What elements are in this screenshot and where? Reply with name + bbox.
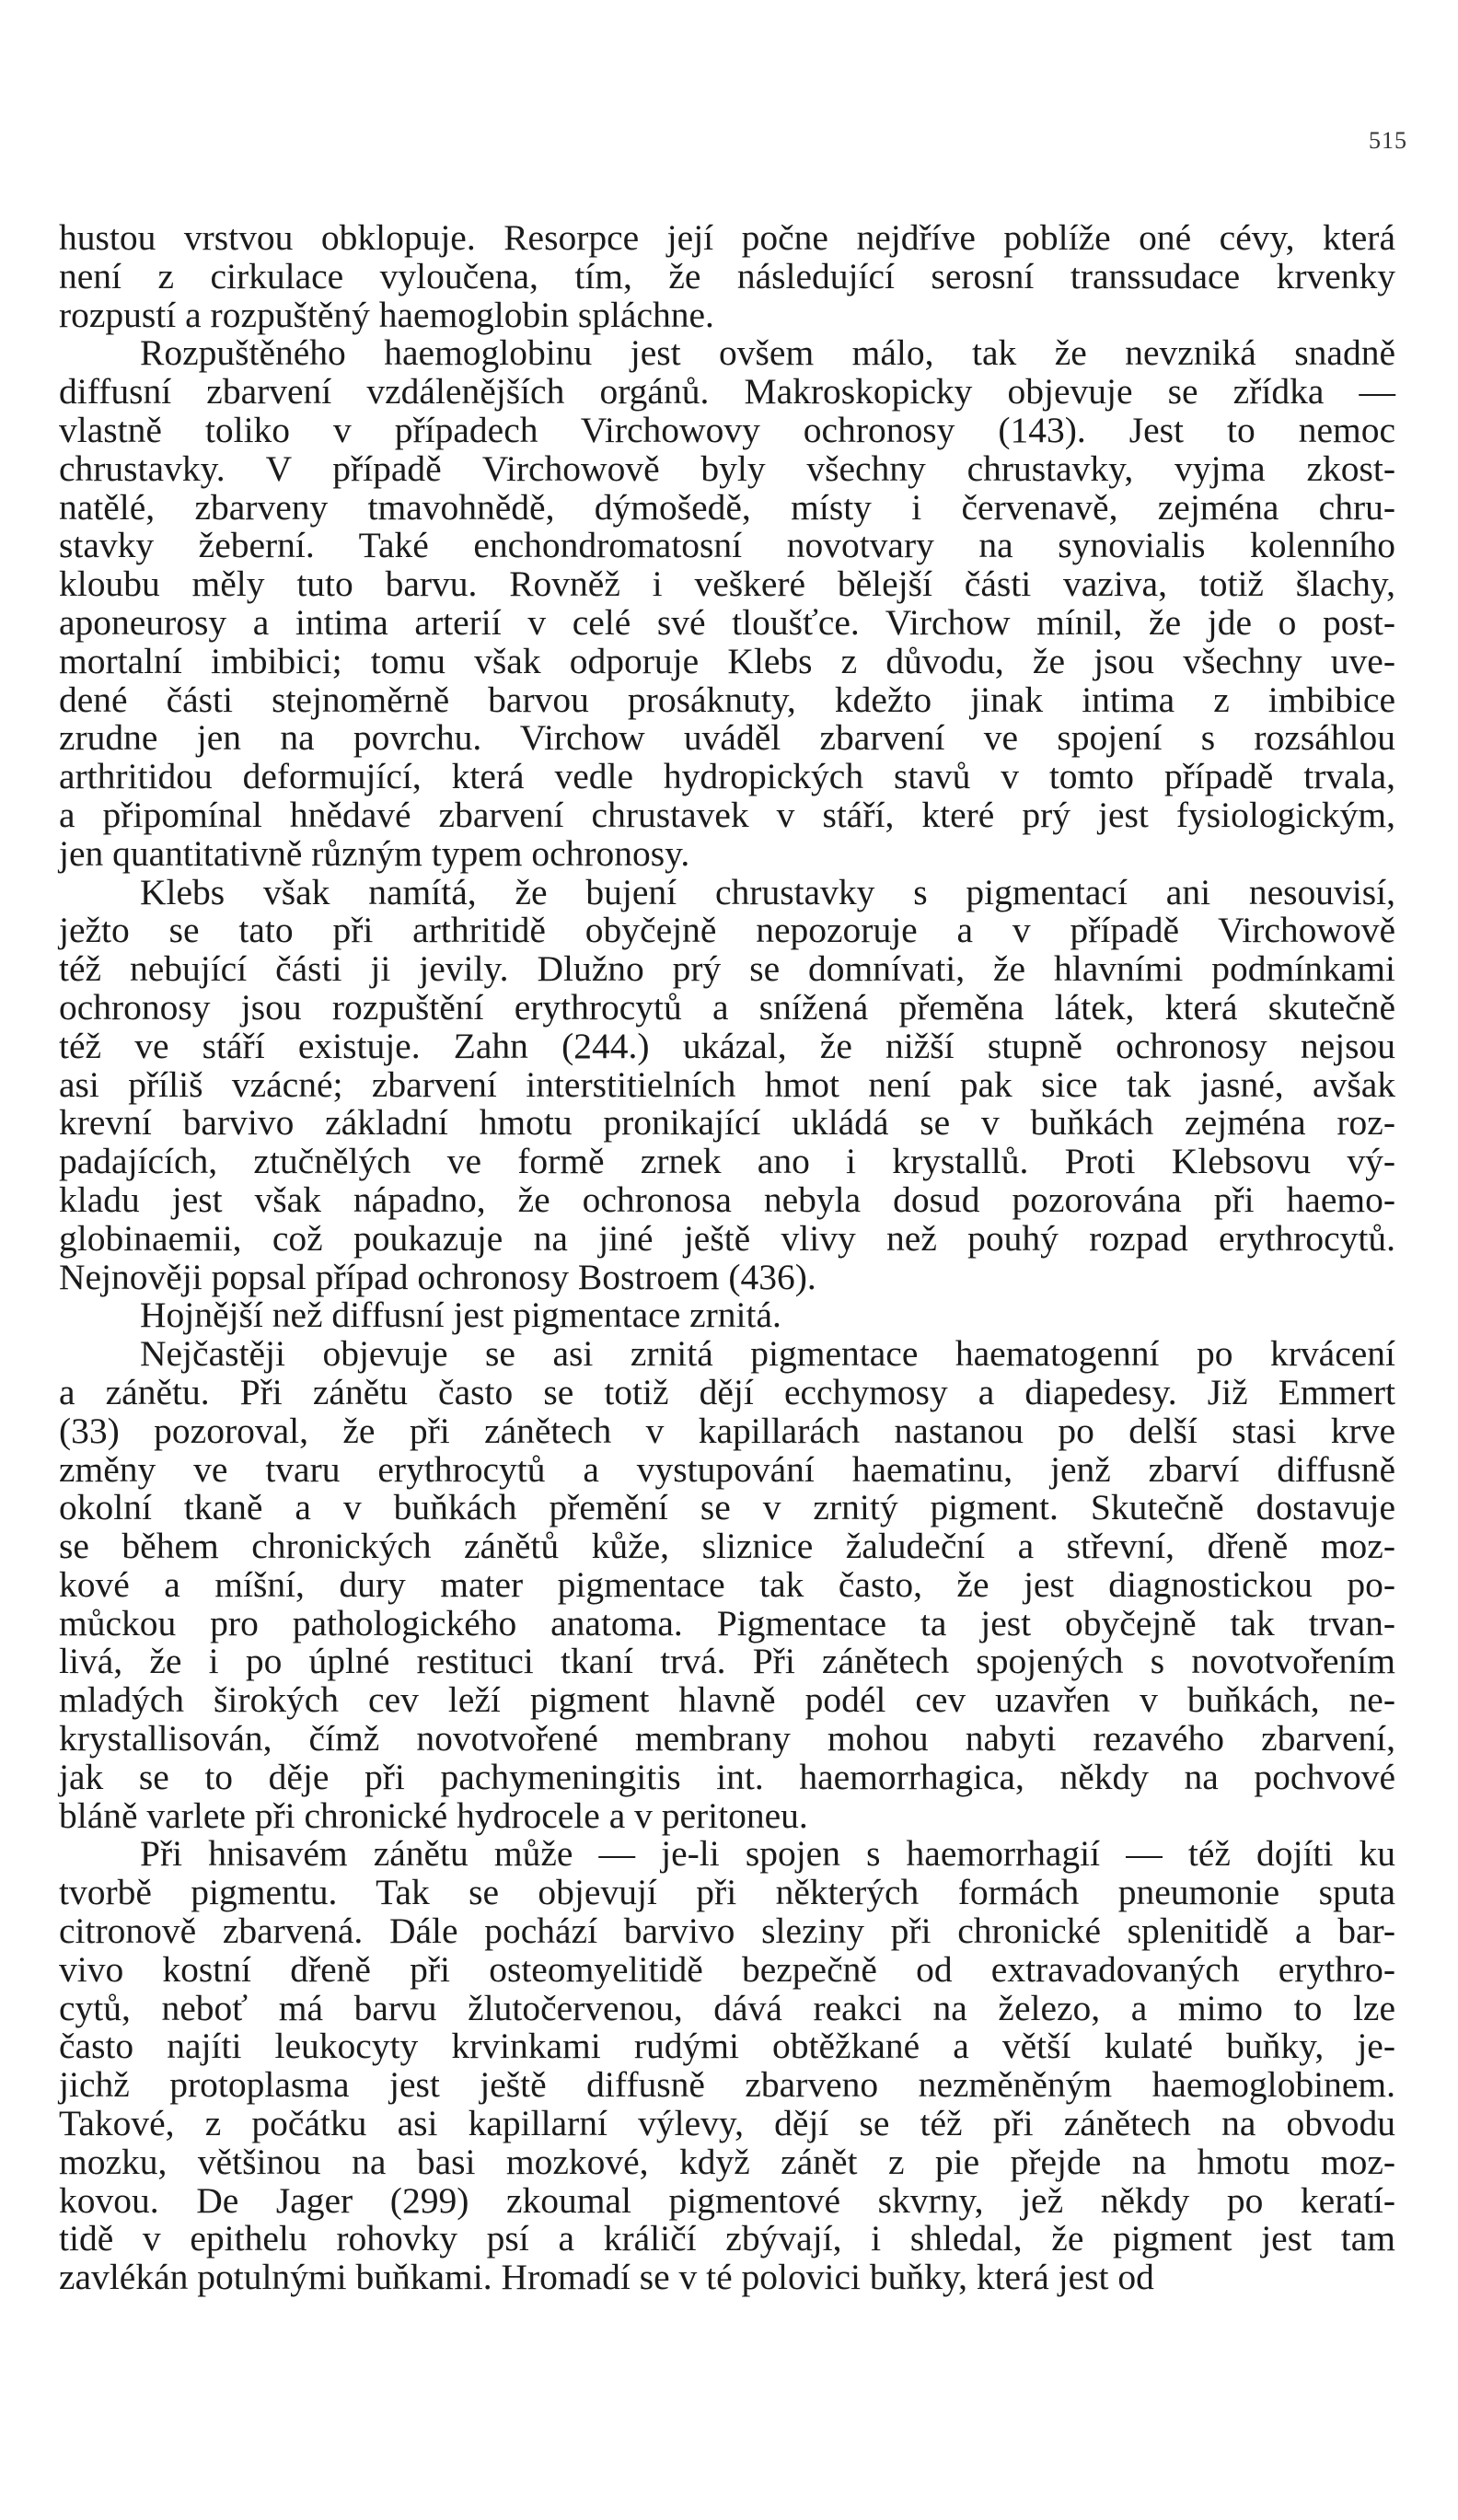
text-line: mortalní imbibici; tomu však odporuje Klebs z důvodu, že jsou všechny uve- <box>59 640 1395 681</box>
text-line: se během chronických zánětů kůže, sliznice žaludeční a střevní, dřeně moz- <box>59 1526 1395 1567</box>
text-line: jichž protoplasma jest ještě diffusně zbarveno nezměněným haemoglobinem. <box>59 2064 1395 2106</box>
text-line: kové a míšní, dury mater pigmentace tak často, že jest diagnostickou po- <box>59 1563 1395 1605</box>
text-line: vivo kostní dřeně při osteomyelitidě bezpečně od extravadovaných erythro- <box>59 1948 1395 1990</box>
text-line: ochronosy jsou rozpuštění erythrocytů a snížená přeměna látek, která skutečně <box>59 986 1395 1028</box>
text-line: změny ve tvaru erythrocytů a vystupování haematinu, jenž zbarví diffusně <box>59 1448 1395 1490</box>
text-line: asi příliš vzácné; zbarvení interstitielních hmot není pak sice tak jasné, avšak <box>59 1063 1395 1105</box>
text-line: rozpustí a rozpuštěný haemoglobin spláchne. <box>59 294 714 335</box>
text-line: (33) pozoroval, že při zánětech v kapillarách nastanou po delší stasi krve <box>59 1410 1395 1451</box>
text-line: jak se to děje při pachymeningitis int. haemorrhagica, někdy na pochvové <box>59 1756 1395 1797</box>
text-line: ježto se tato při arthritidě obyčejně nepozoruje a v případě Virchowově <box>59 910 1395 951</box>
text-line: a připomínal hnědavé zbarvení chrustavek v stáří, které prý jest fysiologickým, <box>59 794 1395 835</box>
text-line: můckou pro pathologického anatoma. Pigmentace ta jest obyčejně tak trvan- <box>59 1602 1395 1643</box>
text-line: kovou. De Jager (299) zkoumal pigmentové skvrny, jež někdy po keratí- <box>59 2179 1395 2221</box>
text-line: padajících, ztučnělých ve formě zrnek ano i krystallů. Proti Klebsovu vý- <box>59 1141 1395 1182</box>
text-line: bláně varlete při chronické hydrocele a v peritoneu. <box>59 1794 808 1836</box>
text-line: tvorbě pigmentu. Tak se objevují při některých formách pneumonie sputa <box>59 1872 1395 1913</box>
text-line: Nejnověji popsal případ ochronosy Bostroem (436). <box>59 1256 816 1297</box>
text-line: krystallisován, čímž novotvořené membrany mohou nabyti rezavého zbarvení, <box>59 1718 1395 1759</box>
text-line: aponeurosy a intima arterií v celé své tloušťce. Virchow mínil, že jde o post- <box>59 601 1395 643</box>
text-line: tidě v epithelu rohovky psí a králičí zbývají, i shledal, že pigment jest tam <box>59 2218 1395 2259</box>
text-line: cytů, neboť má barvu žlutočervenou, dává reakci na železo, a mimo to lze <box>59 1987 1395 2028</box>
text-line: a zánětu. Při zánětu často se totiž dějí ecchymosy a diapedesy. Již Emmert <box>59 1371 1395 1412</box>
paragraph <box>59 871 1395 1297</box>
text-line: kladu jest však nápadno, že ochronosa nebyla dosud pozorována při haemo- <box>59 1179 1395 1220</box>
text-line: chrustavky. V případě Virchowově byly všechny chrustavky, vyjma zkost- <box>59 447 1395 489</box>
text-line: též ve stáří existuje. Zahn (244.) ukázal, že nižší stupně ochronosy nejsou <box>59 1025 1395 1066</box>
text-line: dené části stejnoměrně barvou prosáknuty, kdežto jinak intima z imbibice <box>59 679 1395 720</box>
text-line: kloubu měly tuto barvu. Rovněž i veškeré bělejší části vaziva, totiž šlachy, <box>59 563 1395 605</box>
paragraph <box>59 1835 1395 2297</box>
text-line: citronově zbarvená. Dále pochází barvivo sleziny při chronické splenitidě a bar- <box>59 1910 1395 1952</box>
text-line: okolní tkaně a v buňkách přemění se v zrnitý pigment. Skutečně dostavuje <box>59 1487 1395 1528</box>
paragraph <box>59 1296 1395 1335</box>
text-line: arthritidou deformující, která vedle hydropických stavů v tomto případě trvala, <box>59 756 1395 797</box>
text-line: často najíti leukocyty krvinkami rudými obtěžkané a větší kulaté buňky, je- <box>59 2026 1395 2067</box>
text-line: stavky žeberní. Také enchondromatosní novotvary na synovialis kolenního <box>59 525 1395 566</box>
text-line: též nebující části ji jevily. Dlužno prý se domnívati, že hlavními podmínkami <box>59 948 1395 990</box>
paragraph <box>59 334 1395 873</box>
text-line: globinaemii, což poukazuje na jiné ještě vlivy než pouhý rozpad erythrocytů. <box>59 1217 1395 1259</box>
text-line: Nejčastěji objevuje se asi zrnitá pigmentace haematogenní po krvácení <box>140 1333 1395 1375</box>
text-line: Při hnisavém zánětu může — je-li spojen s haemorrhagií — též dojíti ku <box>140 1833 1395 1875</box>
text-line: vlastně toliko v případech Virchowovy ochronosy (143). Jest to nemoc <box>59 409 1395 450</box>
text-line: mozku, většinou na basi mozkové, když zánět z pie přejde na hmotu moz- <box>59 2141 1395 2182</box>
text-line: Takové, z počátku asi kapillarní výlevy, dějí se též při zánětech na obvodu <box>59 2103 1395 2144</box>
text-line: hustou vrstvou obklopuje. Resorpce její počne nejdříve poblíže oné cévy, která <box>59 217 1395 258</box>
text-line: zavlékán potulnými buňkami. Hromadí se v té polovici buňky, která jest od <box>59 2257 1154 2298</box>
text-line: diffusní zbarvení vzdálenějších orgánů. Makroskopicky objevuje se zřídka — <box>59 371 1395 412</box>
text-line: Klebs však namítá, že bujení chrustavky s pigmentací ani nesouvisí, <box>140 871 1395 912</box>
text-line: Hojnější než diffusní jest pigmentace zrnitá. <box>140 1295 781 1336</box>
text-line: jen quantitativně různým typem ochronosy. <box>59 832 690 874</box>
paragraph <box>59 1335 1395 1835</box>
text-line: mladých širokých cev leží pigment hlavně podél cev uzavřen v buňkách, ne- <box>59 1679 1395 1721</box>
text-line: zrudne jen na povrchu. Virchow uváděl zbarvení ve spojení s rozsáhlou <box>59 717 1395 759</box>
text-line: není z cirkulace vyloučena, tím, že následující serosní transsudace krvenky <box>59 255 1395 296</box>
text-line: livá, že i po úplné restituci tkaní trvá. Při zánětech spojených s novotvořením <box>59 1641 1395 1682</box>
paragraph <box>59 219 1395 334</box>
text-line: Rozpuštěného haemoglobinu jest ovšem málo, tak že nevzniká snadně <box>140 332 1395 374</box>
text-line: natělé, zbarveny tmavohnědě, dýmošedě, místy i červenavě, zejména chru- <box>59 486 1395 528</box>
page-number: 515 <box>1369 127 1407 154</box>
text-line: krevní barvivo základní hmotu pronikající ukládá se v buňkách zejména roz- <box>59 1102 1395 1144</box>
body-text <box>59 219 1395 2297</box>
